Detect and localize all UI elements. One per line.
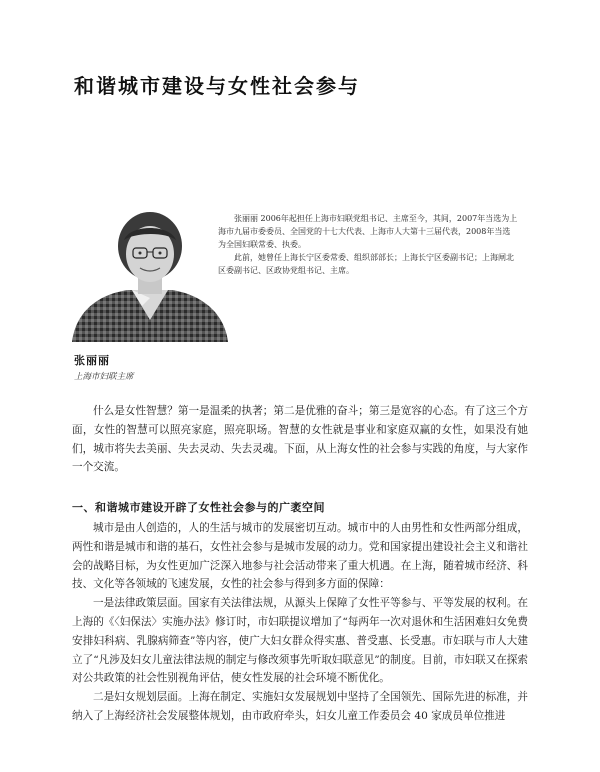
author-portrait	[70, 202, 230, 342]
intro-paragraph: 什么是女性智慧？第一是温柔的执著；第二是优雅的奋斗；第三是宽容的心态。有了这三个方面，女性的智慧可以照亮家庭，照亮职场。智慧的女性就是事业和家庭双赢的女性，如果没有她们，城市将失去美丽、失去灵动、失去灵魂。下面，从上海女性的社会参与实践的角度，与大家作一个交流。	[72, 405, 528, 474]
bio-paragraph: 此前，她曾任上海长宁区委常委、组织部部长；上海长宁区委副书记；上海闸北区委副书记、区政协党组书记、主席。	[218, 253, 514, 275]
author-bio	[218, 212, 518, 277]
author-affiliation: 上海市妇联主席	[74, 372, 134, 382]
body-paragraph: 二是妇女规划层面。上海在制定、实施妇女发展规划中坚持了全国领先、国际先进的标准，并纳入了上海经济社会发展整体规划，由市政府牵头，妇女儿童工作委员会 40 家成员单位推进	[72, 691, 528, 722]
body-paragraph: 城市是由人创造的，人的生活与城市的发展密切互动。城市中的人由男性和女性两部分组成，两性和谐是城市和谐的基石，女性社会参与是城市发展的动力。党和国家提出建设社会主义和谐社会的战略目标，为女性更加广泛深入地参与社会活动带来了重大机遇。在上海，随着城市经济、科技、文化等各领域的飞速发展，女性的社会参与得到多方面的保障：	[72, 522, 528, 591]
intro-section	[72, 402, 528, 477]
bio-paragraph: 张丽丽 2006年起担任上海市妇联党组书记、主席至今，其间，2007年当选为上海市九届市委委员、全国党的十七大代表、上海市人大第十三届代表，2008年当选为全国妇联常委、执委。	[218, 214, 518, 249]
article-title: 和谐城市建设与女性社会参与	[74, 74, 360, 98]
author-name: 张丽丽	[74, 354, 110, 367]
body-paragraph: 一是法律政策层面。国家有关法律法规，从源头上保障了女性平等参与、平等发展的权利。在上海的《〈妇保法〉实施办法》修订时，市妇联提议增加了“每两年一次对退休和生活困难妇女免费安排妇科病、乳腺病筛查”等内容，使广大妇女群众得实惠、普受惠、长受惠。市妇联与市人大建立了“凡涉及妇女儿童法律法规的制定与修改须事先听取妇联意见”的制度。目前，市妇联又在探索对公共政策的社会性别视角评估，使女性发展的社会环境不断优化。	[72, 597, 528, 685]
section-body	[72, 519, 528, 726]
section-heading: 一、和谐城市建设开辟了女性社会参与的广袤空间	[72, 501, 325, 514]
